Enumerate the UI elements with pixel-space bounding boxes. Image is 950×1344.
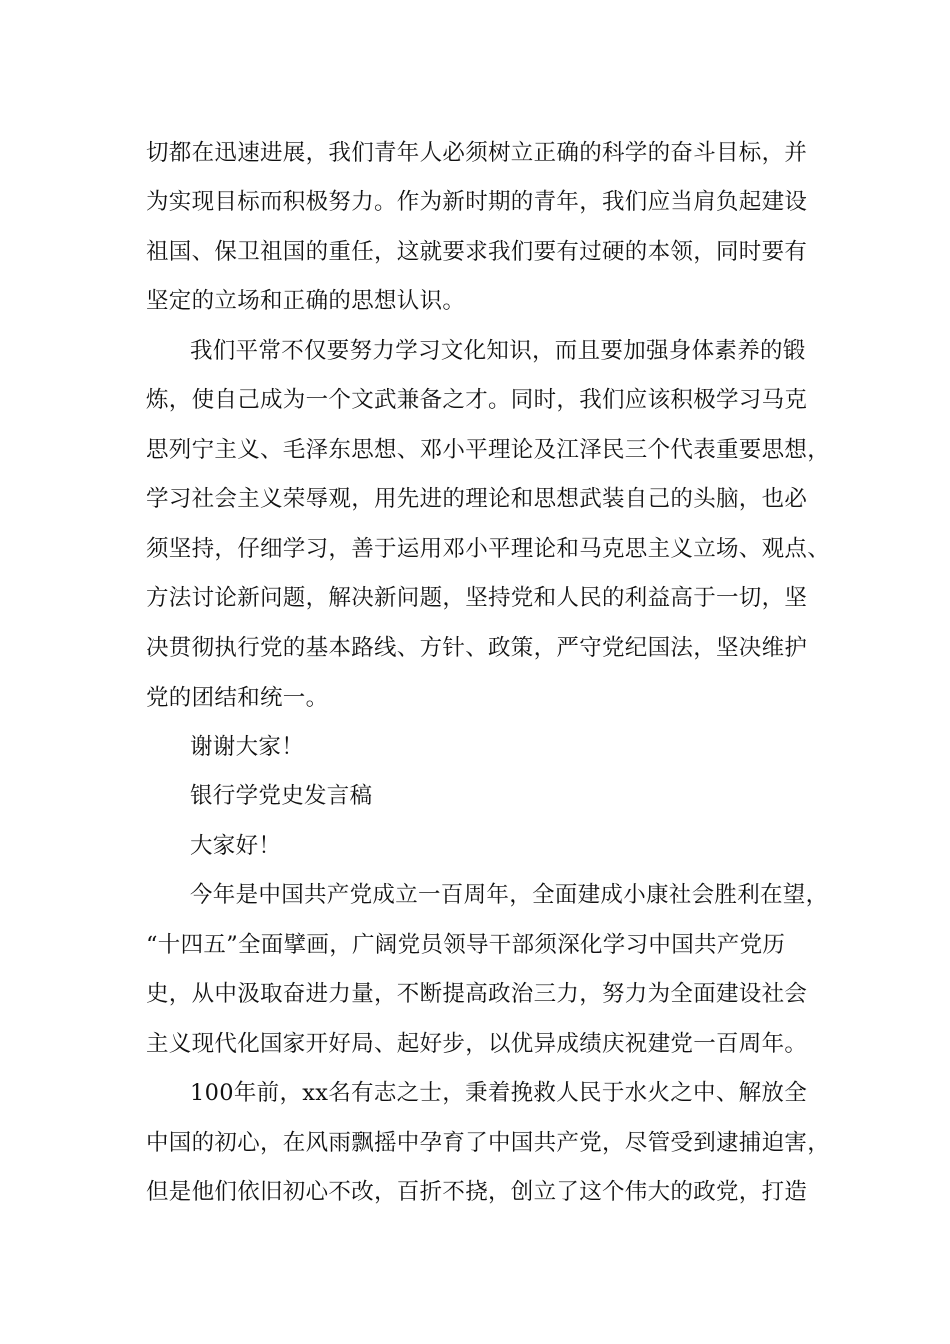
text-line: 党的团结和统一。	[146, 685, 329, 711]
text-line: 但是他们依旧初心不改，百折不挠，创立了这个伟大的政党，打造	[146, 1179, 808, 1205]
text-line: 思列宁主义、毛泽东思想、邓小平理论及江泽民三个代表重要思想，	[146, 437, 831, 463]
paragraph-first-line: 我们平常不仅要努力学习文化知识，而且要加强身体素养的锻	[190, 338, 806, 364]
paragraph-first-line: 100年前，xx名有志之士，秉着挽救人民于水火之中、解放全	[190, 1080, 808, 1106]
text-line: 切都在迅速进展，我们青年人必须树立正确的科学的奋斗目标，并	[146, 140, 808, 166]
text-line: 史，从中汲取奋进力量，不断提高政治三力，努力为全面建设社会	[146, 981, 808, 1007]
text-line: 中国的初心，在风雨飘摇中孕育了中国共产党，尽管受到逮捕迫害，	[146, 1130, 831, 1156]
text-line: 为实现目标而积极努力。作为新时期的青年，我们应当肩负起建设	[146, 189, 808, 215]
text-line: 坚定的立场和正确的思想认识。	[146, 288, 466, 314]
paragraph-first-line: 今年是中国共产党成立一百周年，全面建成小康社会胜利在望，	[190, 882, 829, 908]
closing-line: 谢谢大家！	[190, 734, 305, 760]
text-line: 方法讨论新问题，解决新问题，坚持党和人民的利益高于一切，坚	[146, 585, 808, 611]
text-line: 炼，使自己成为一个文武兼备之才。同时，我们应该积极学习马克	[146, 387, 808, 413]
text-line: “十四五”全面擘画，广阔党员领导干部须深化学习中国共产党历	[146, 932, 786, 958]
text-line: 决贯彻执行党的基本路线、方针、政策，严守党纪国法，坚决维护	[146, 635, 808, 661]
text-line: 须坚持，仔细学习，善于运用邓小平理论和马克思主义立场、观点、	[146, 536, 831, 562]
text-line: 祖国、保卫祖国的重任，这就要求我们要有过硬的本领，同时要有	[146, 239, 808, 265]
text-line: 学习社会主义荣辱观，用先进的理论和思想武装自己的头脑，也必	[146, 486, 808, 512]
text-line: 主义现代化国家开好局、起好步，以优异成绩庆祝建党一百周年。	[146, 1031, 808, 1057]
speech-title: 银行学党史发言稿	[190, 783, 373, 809]
greeting-line: 大家好！	[190, 833, 282, 859]
